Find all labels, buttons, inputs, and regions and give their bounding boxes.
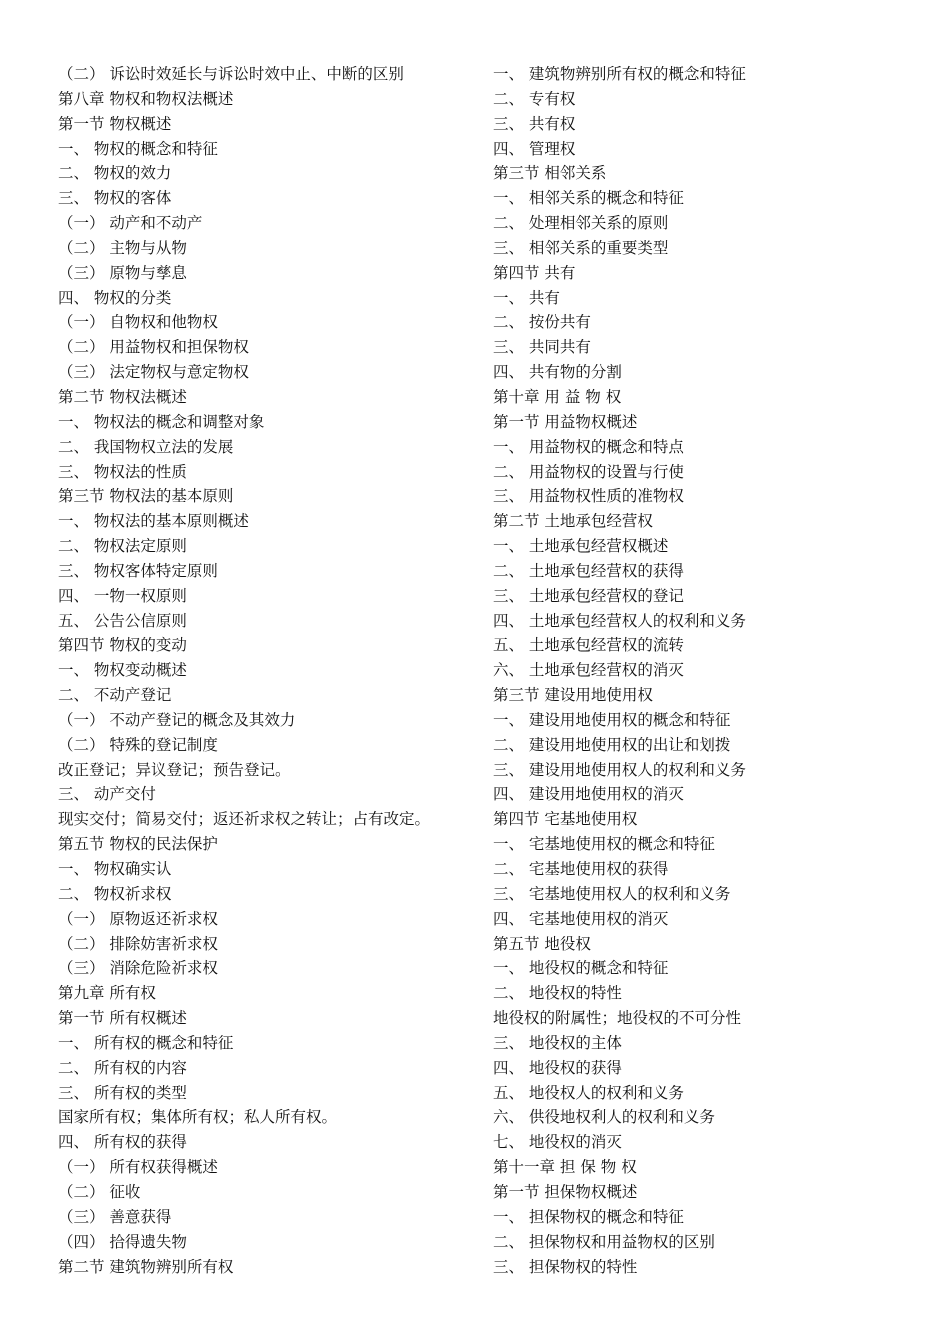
chapter-heading: 第八章 物权和物权法概述	[58, 89, 234, 108]
section-heading: 第五节 物权的民法保护	[58, 835, 218, 854]
section-heading: 第五节 地役权	[493, 934, 591, 953]
outline-line: 四、 宅基地使用权的消灭	[493, 909, 669, 928]
section-heading: 第三节 相邻关系	[493, 164, 607, 183]
outline-line: 二、 物权法定原则	[58, 537, 187, 556]
outline-line: 一、 物权确实认	[58, 860, 172, 878]
outline-line: 四、 地役权的获得	[493, 1058, 622, 1077]
outline-line: 二、 地役权的特性	[493, 984, 622, 1003]
outline-line: 五、 土地承包经营权的流转	[493, 636, 684, 655]
section-heading: 第一节 用益物权概述	[493, 412, 638, 431]
outline-line: 二、 专有权	[493, 89, 576, 108]
outline-line: 四、 建设用地使用权的消灭	[493, 785, 684, 804]
outline-line: 一、 物权法的概念和调整对象	[58, 412, 265, 431]
section-heading: 第二节 土地承包经营权	[493, 512, 653, 531]
outline-line: 二、 按份共有	[493, 313, 591, 332]
section-heading: 第二节 建筑物辨别所有权	[58, 1257, 234, 1276]
section-heading: 第三节 物权法的基本原则	[58, 487, 234, 506]
outline-line: 四、 土地承包经营权人的权利和义务	[493, 611, 746, 630]
outline-line: 三、 共有权	[493, 114, 576, 133]
right-column	[493, 62, 913, 1279]
outline-line: 三、 动产交付	[58, 785, 156, 804]
body-text-line: 国家所有权；集体所有权；私人所有权。	[58, 1108, 338, 1127]
outline-line: 二、 土地承包经营权的获得	[493, 561, 684, 580]
outline-line: 七、 地役权的消灭	[493, 1133, 622, 1152]
outline-line: 二、 物权的效力	[58, 164, 172, 183]
outline-line: （四） 拾得遗失物	[58, 1232, 187, 1251]
section-heading: 第一节 担保物权概述	[493, 1182, 638, 1201]
outline-line: 二、 用益物权的设置与行使	[493, 462, 684, 481]
outline-line: 三、 地役权的主体	[493, 1033, 622, 1052]
outline-line: 六、 供役地权利人的权利和义务	[493, 1108, 715, 1127]
outline-line: （二） 诉讼时效延长与诉讼时效中止、中断的区别	[58, 65, 404, 83]
outline-line: 五、 地役权人的权利和义务	[493, 1083, 684, 1102]
section-heading: 第三节 建设用地使用权	[493, 686, 653, 705]
outline-line: 三、 物权客体特定原则	[58, 561, 218, 580]
outline-line: 二、 处理相邻关系的原则	[493, 214, 669, 233]
outline-line: （一） 原物返还祈求权	[58, 909, 218, 928]
outline-line: （二） 用益物权和担保物权	[58, 338, 249, 357]
outline-line: 一、 建设用地使用权的概念和特征	[493, 710, 731, 729]
outline-line: （二） 特殊的登记制度	[58, 735, 218, 754]
outline-line: 一、 共有	[493, 288, 560, 307]
outline-line: （二） 征收	[58, 1182, 141, 1201]
outline-line: 四、 共有物的分割	[493, 363, 622, 382]
outline-line: 二、 担保物权和用益物权的区别	[493, 1232, 715, 1251]
section-heading: 第四节 物权的变动	[58, 636, 187, 655]
outline-line: 一、 土地承包经营权概述	[493, 537, 669, 556]
outline-line: 一、 用益物权的概念和特点	[493, 437, 684, 456]
outline-line: 三、 用益物权性质的准物权	[493, 487, 684, 506]
outline-line: 一、 所有权的概念和特征	[58, 1033, 234, 1052]
outline-line: （一） 自物权和他物权	[58, 313, 218, 332]
section-heading: 第一节 物权概述	[58, 114, 172, 133]
outline-line: 三、 土地承包经营权的登记	[493, 586, 684, 605]
outline-line: （三） 善意获得	[58, 1207, 172, 1226]
outline-line: （一） 所有权获得概述	[58, 1158, 218, 1177]
outline-line: （一） 动产和不动产	[58, 214, 203, 233]
outline-line: 二、 宅基地使用权的获得	[493, 860, 669, 878]
chapter-heading: 第十章 用 益 物 权	[493, 387, 622, 406]
section-heading: 第二节 物权法概述	[58, 387, 187, 406]
outline-line: 二、 建设用地使用权的出让和划拨	[493, 735, 731, 754]
outline-line: （二） 排除妨害祈求权	[58, 934, 218, 953]
outline-line: 一、 物权法的基本原则概述	[58, 512, 249, 531]
outline-line: 一、 相邻关系的概念和特征	[493, 189, 684, 208]
section-heading: 第四节 共有	[493, 263, 576, 282]
outline-line: （二） 主物与从物	[58, 238, 187, 257]
body-text-line: 地役权的附属性；地役权的不可分性	[493, 1009, 742, 1028]
outline-line: 六、 土地承包经营权的消灭	[493, 661, 684, 680]
chapter-heading: 第九章 所有权	[58, 984, 156, 1003]
outline-line: 二、 不动产登记	[58, 686, 172, 705]
outline-line: 一、 物权的概念和特征	[58, 139, 218, 158]
chapter-heading: 第十一章 担 保 物 权	[493, 1158, 637, 1177]
body-text-line: 现实交付；简易交付；返还祈求权之转让；占有改定。	[58, 810, 431, 829]
outline-line: 三、 物权的客体	[58, 189, 172, 208]
outline-line: 三、 相邻关系的重要类型	[493, 238, 669, 257]
left-column	[58, 62, 478, 1279]
outline-line: 四、 所有权的获得	[58, 1133, 187, 1152]
outline-line: 二、 物权祈求权	[58, 884, 172, 903]
outline-line: 三、 共同共有	[493, 338, 591, 357]
outline-line: 四、 物权的分类	[58, 288, 172, 307]
outline-line: （三） 消除危险祈求权	[58, 959, 218, 978]
outline-line: （三） 原物与孳息	[58, 263, 187, 282]
outline-line: 三、 所有权的类型	[58, 1083, 187, 1102]
body-text-line: 改正登记；异议登记；预告登记。	[58, 760, 291, 779]
outline-line: 四、 一物一权原则	[58, 586, 187, 605]
outline-line: 二、 我国物权立法的发展	[58, 437, 234, 456]
outline-line: 一、 物权变动概述	[58, 661, 187, 680]
outline-line: 三、 担保物权的特性	[493, 1257, 638, 1276]
outline-line: 四、 管理权	[493, 139, 576, 158]
outline-line: （一） 不动产登记的概念及其效力	[58, 710, 296, 729]
section-heading: 第四节 宅基地使用权	[493, 810, 638, 829]
outline-line: 三、 宅基地使用权人的权利和义务	[493, 884, 731, 903]
outline-line: 二、 所有权的内容	[58, 1058, 187, 1077]
outline-line: 三、 物权法的性质	[58, 462, 187, 481]
outline-line: 五、 公告公信原则	[58, 611, 187, 630]
section-heading: 第一节 所有权概述	[58, 1009, 187, 1028]
outline-line: 三、 建设用地使用权人的权利和义务	[493, 760, 746, 779]
outline-line: 一、 担保物权的概念和特征	[493, 1207, 684, 1226]
outline-line: 一、 建筑物辨别所有权的概念和特征	[493, 65, 746, 83]
outline-line: 一、 地役权的概念和特征	[493, 959, 669, 978]
outline-line: 一、 宅基地使用权的概念和特征	[493, 835, 715, 854]
outline-line: （三） 法定物权与意定物权	[58, 363, 249, 382]
